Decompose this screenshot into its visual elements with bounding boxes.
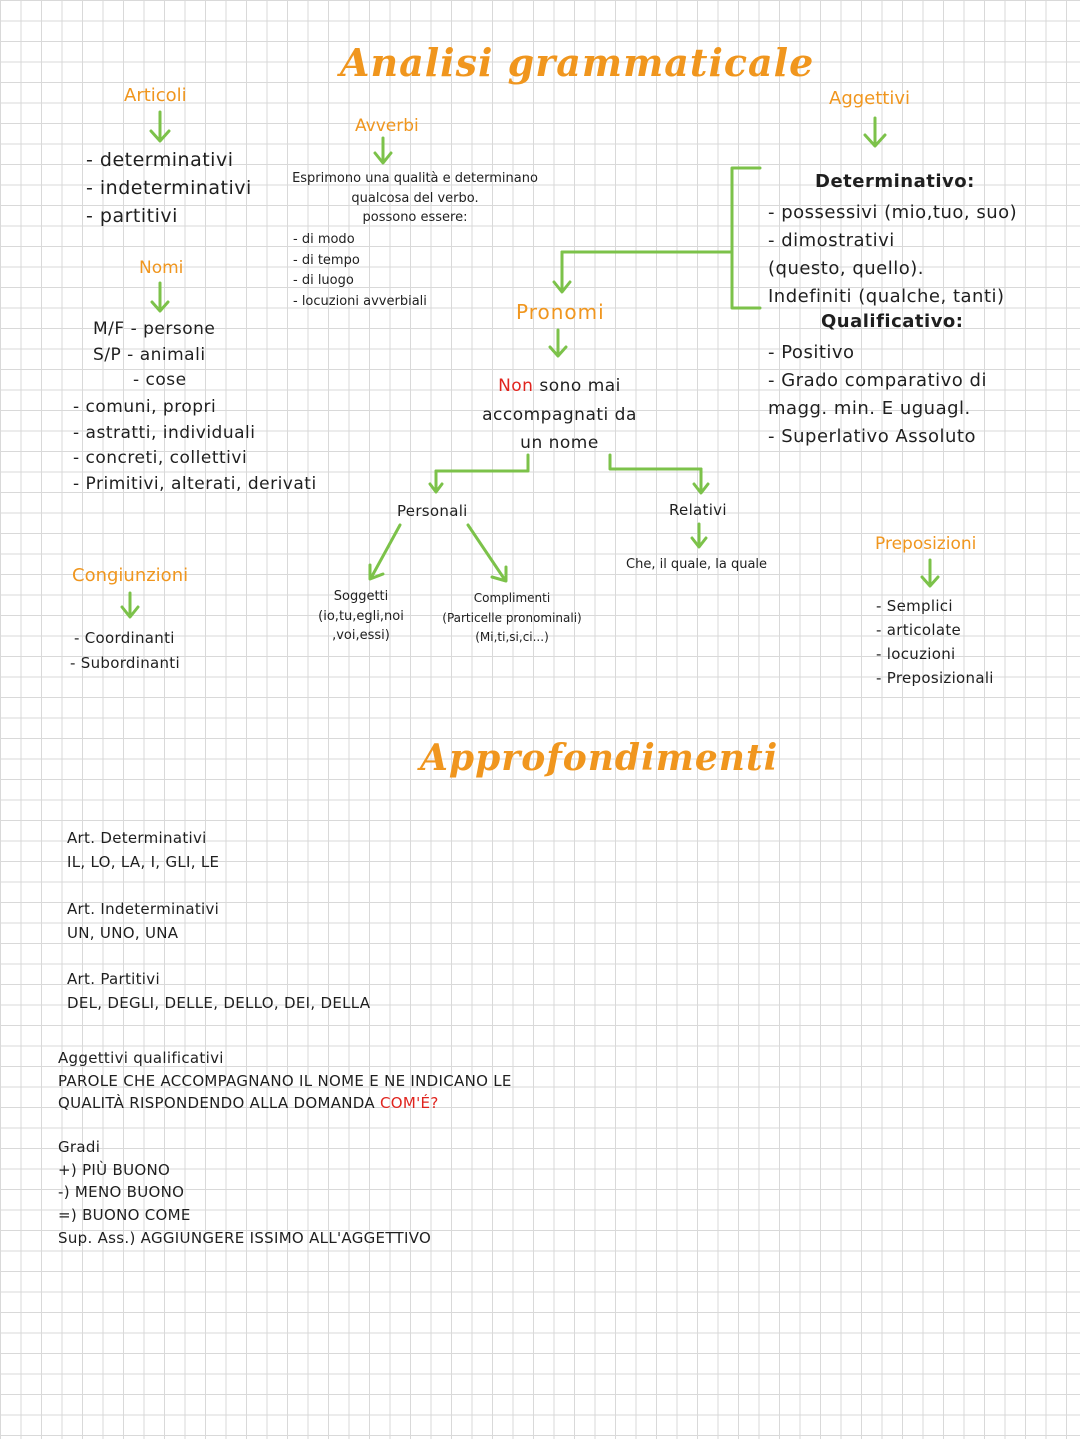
list-item: - astratti, individuali <box>73 422 256 443</box>
gradi-block: Gradi +) PIÙ BUONO -) MENO BUONO =) BUONO COME Sup. Ass.) AGGIUNGERE ISSIMO ALL'AGGETTIVO <box>58 1138 432 1247</box>
list-item: - Grado comparativo di <box>768 370 987 391</box>
arrow-down-icon <box>865 118 885 146</box>
soggetti-block: Soggetti (io,tu,egli,noi ,voi,essi) <box>318 589 404 643</box>
list-item: - Positivo <box>768 342 855 363</box>
list-item: - indeterminativi <box>86 177 252 199</box>
arrow-down-icon <box>554 252 570 292</box>
list-item: - Superlativo Assoluto <box>768 426 976 447</box>
complimenti-block: Complimenti (Particelle pronominali) (Mi,ti,si,ci...) <box>442 591 582 644</box>
list-item: Indefiniti (qualche, tanti) <box>768 286 1005 307</box>
list-item: - Primitivi, alterati, derivati <box>73 473 317 494</box>
arrow-down-icon <box>550 330 566 356</box>
articoli-heading: Articoli <box>124 85 187 106</box>
arrow-diagonal-icon <box>468 525 506 581</box>
qualificativo-heading: Qualificativo: <box>821 311 964 332</box>
list-item: (questo, quello). <box>768 258 924 279</box>
list-item: - Coordinanti <box>74 629 175 647</box>
congiunzioni-heading: Congiunzioni <box>72 565 189 586</box>
arrow-diagonal-icon <box>370 525 400 579</box>
list-item: - comuni, propri <box>73 397 217 417</box>
page-title: Analisi grammaticale <box>340 40 815 85</box>
approfondimenti-title: Approfondimenti <box>420 737 779 779</box>
nomi-list <box>73 395 317 497</box>
agg-qual-block: Aggettivi qualificativi PAROLE CHE ACCOMPAGNANO IL NOME E NE INDICANO LE QUALITÀ RISPONDENDO ALLA DOMANDA COM'É? <box>58 1049 512 1112</box>
list-item: - locuzioni <box>876 645 956 663</box>
pronomi-heading: Pronomi <box>516 300 605 324</box>
list-item: - locuzioni avverbiali <box>293 293 427 309</box>
avverbi-list <box>293 230 427 312</box>
avverbi-heading: Avverbi <box>355 116 419 136</box>
arrow-down-icon <box>430 471 442 492</box>
list-item: - Semplici <box>876 597 953 615</box>
avverbi-desc: Esprimono una qualità e determinano qualcosa del verbo. possono essere: <box>292 171 538 225</box>
list-item: - Subordinanti <box>70 654 180 672</box>
arrow-down-icon <box>151 112 169 141</box>
list-item: - dimostrativi <box>768 230 895 251</box>
art-part-block: Art. Partitivi DEL, DEGLI, DELLE, DELLO, DEI, DELLA <box>67 970 371 1012</box>
list-item: - concreti, collettivi <box>73 448 248 468</box>
art-det-block: Art. Determinativi IL, LO, LA, I, GLI, LE <box>67 829 220 871</box>
arrow-down-icon <box>694 469 708 493</box>
preposizioni-list <box>876 594 994 690</box>
personali-heading: Personali <box>397 502 468 520</box>
list-item: - possessivi (mio,tuo, suo) <box>768 202 1018 223</box>
qualificativo-list <box>768 339 987 451</box>
list-item: - partitivi <box>86 205 178 227</box>
aggettivi-heading: Aggettivi <box>829 88 911 109</box>
list-item: - di tempo <box>293 252 360 268</box>
nomi-heading: Nomi <box>139 258 184 278</box>
relativi-heading: Relativi <box>669 501 727 519</box>
nomi-genre: M/F - persone S/P - animali - cose <box>93 319 216 390</box>
determinativo-heading: Determinativo: <box>815 171 975 192</box>
arrow-down-icon <box>692 524 706 547</box>
arrow-down-icon <box>152 283 168 311</box>
art-indet-block: Art. Indeterminativi UN, UNO, UNA <box>67 900 220 942</box>
congiunzioni-list <box>70 626 180 676</box>
relativi-items: Che, il quale, la quale <box>626 557 768 572</box>
arrow-down-icon <box>375 138 391 163</box>
list-item: magg. min. E uguagl. <box>768 398 971 419</box>
pronomi-desc: Non sono mai accompagnati da un nome <box>482 376 637 453</box>
list-item: - articolate <box>876 621 962 639</box>
list-item: - Preposizionali <box>876 669 994 687</box>
articoli-list <box>86 146 252 230</box>
list-item: - di modo <box>293 232 355 247</box>
arrow-down-icon <box>922 560 938 586</box>
arrow-down-icon <box>122 593 138 617</box>
determinativo-list <box>768 199 1017 311</box>
list-item: - di luogo <box>293 273 354 288</box>
list-item: - determinativi <box>86 149 234 171</box>
aggettivi-bracket <box>732 168 760 308</box>
preposizioni-heading: Preposizioni <box>875 534 977 554</box>
